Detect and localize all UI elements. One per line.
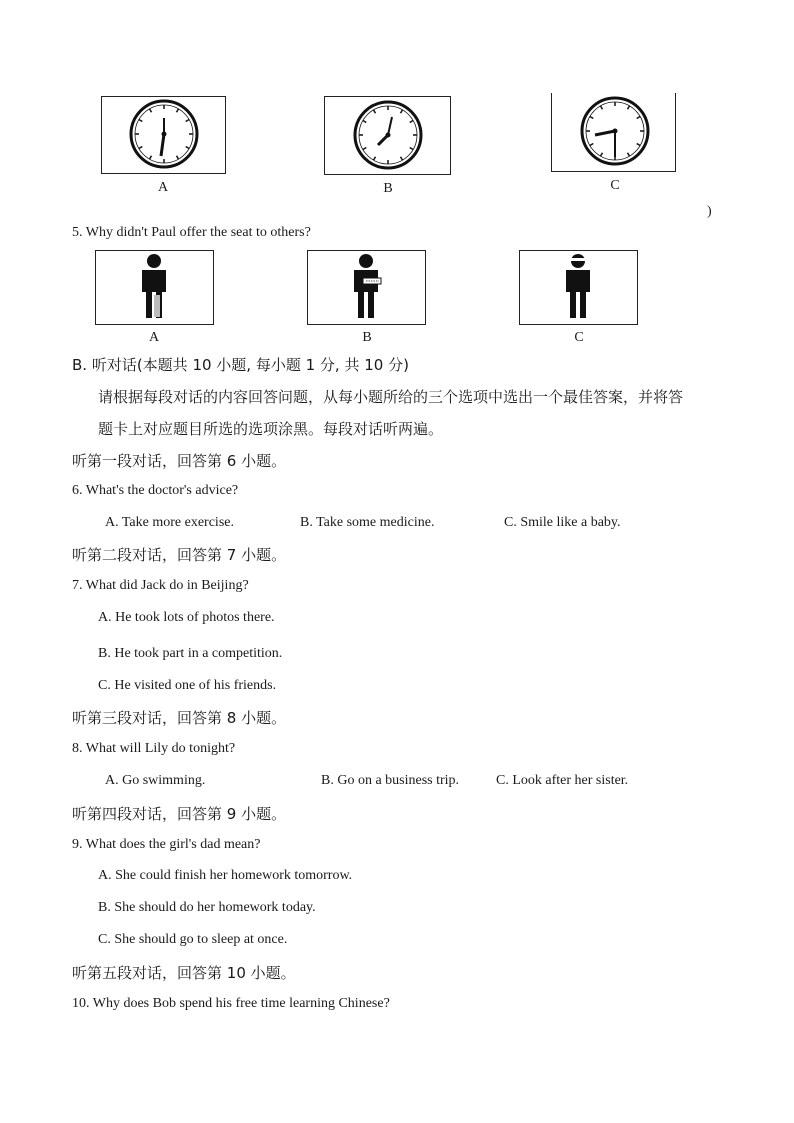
q7-option-a: A. He took lots of photos there. <box>98 610 275 625</box>
section-b-instructions-line1: 请根据每段对话的内容回答问题，从每小题所给的三个选项中选出一个最佳答案，并将答 <box>98 388 684 406</box>
q9-question: 9. What does the girl's dad mean? <box>72 837 261 852</box>
q7-option-c: C. He visited one of his friends. <box>98 678 277 693</box>
figure-image-a <box>95 250 214 325</box>
figure-image-b <box>307 250 426 325</box>
q8-question: 8. What will Lily do tonight? <box>72 741 236 756</box>
dialog-2-heading: 听第二段对话，回答第 7 小题。 <box>72 546 287 564</box>
clock-icon <box>325 97 449 173</box>
figure-label-a: A <box>148 330 160 345</box>
dialog-5-heading: 听第五段对话，回答第 10 小题。 <box>72 964 296 982</box>
figure-label-c: C <box>574 330 584 345</box>
figure-image-c <box>519 250 638 325</box>
dialog-4-heading: 听第四段对话，回答第 9 小题。 <box>72 805 287 823</box>
q10-question: 10. Why does Bob spend his free time learning Chinese? <box>72 996 390 1011</box>
q7-question: 7. What did Jack do in Beijing? <box>72 578 249 593</box>
stray-parenthesis: ) <box>707 204 712 219</box>
q8-option-a: A. Go swimming. <box>105 773 206 788</box>
dialog-3-heading: 听第三段对话，回答第 8 小题。 <box>72 709 287 727</box>
clock-image-a <box>101 96 226 174</box>
section-b-instructions-line2: 题卡上对应题目所选的选项涂黑。每段对话听两遍。 <box>98 420 444 438</box>
q6-question: 6. What's the doctor's advice? <box>72 483 239 498</box>
dialog-1-heading: 听第一段对话，回答第 6 小题。 <box>72 452 287 470</box>
q7-option-b: B. He took part in a competition. <box>98 646 283 661</box>
injured-arm-icon <box>308 251 424 323</box>
q9-option-b: B. She should do her homework today. <box>98 900 316 915</box>
clock-image-b <box>324 96 451 175</box>
clock-label-b: B <box>383 181 393 196</box>
injured-leg-icon <box>96 251 212 323</box>
q8-option-c: C. Look after her sister. <box>496 773 629 788</box>
section-b-title: B. 听对话(本题共 10 小题, 每小题 1 分, 共 10 分) <box>72 356 409 374</box>
figure-label-b: B <box>362 330 372 345</box>
clock-image-c <box>551 93 676 172</box>
q5-question: 5. Why didn't Paul offer the seat to others? <box>72 225 311 240</box>
q9-option-a: A. She could finish her homework tomorrow. <box>98 868 353 883</box>
q9-option-c: C. She should go to sleep at once. <box>98 932 288 947</box>
clock-label-a: A <box>157 180 169 195</box>
q6-option-b: B. Take some medicine. <box>300 515 435 530</box>
clock-icon <box>102 97 224 172</box>
q8-option-b: B. Go on a business trip. <box>321 773 460 788</box>
q6-option-c: C. Smile like a baby. <box>504 515 621 530</box>
clock-label-c: C <box>610 178 620 193</box>
clock-icon <box>552 93 674 169</box>
q6-option-a: A. Take more exercise. <box>105 515 234 530</box>
injured-head-icon <box>520 251 636 323</box>
